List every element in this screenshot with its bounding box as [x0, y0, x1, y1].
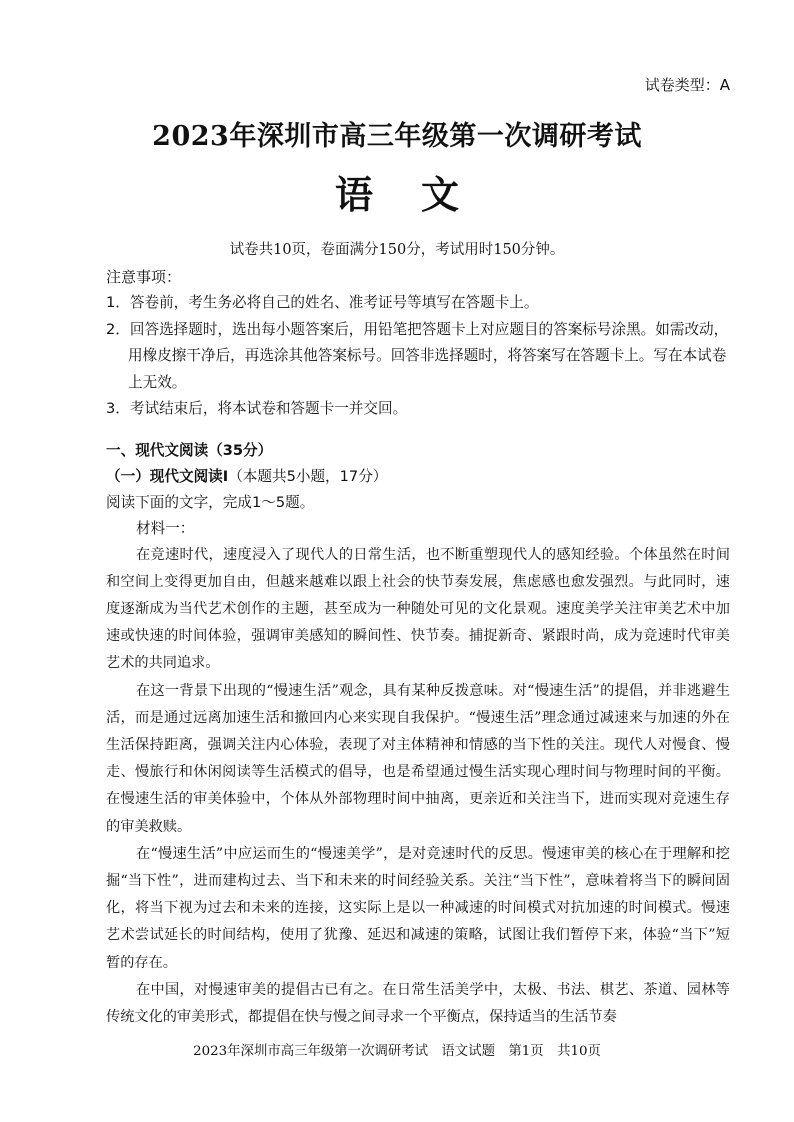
paragraph-4: 在中国，对慢速审美的提倡古已有之。在日常生活美学中，太极、书法、棋艺、茶道、园林等传统文化的审美形式，都提倡在快与慢之间寻求一个平衡点，保持适当的生活节奏 — [106, 981, 730, 1025]
page-footer: 2023年深圳市高三年级第一次调研考试 语文试题 第1页 共10页 — [193, 1044, 601, 1059]
subsection-heading-detail: （本题共5小题，17分） — [228, 467, 388, 485]
notice-item-3: 3．考试结束后，将本试卷和答题卡一并交回。 — [106, 400, 408, 417]
subject-title: 语文 — [334, 172, 507, 217]
paragraph-1: 在竞速时代，速度浸入了现代人的日常生活，也不断重塑现代人的感知经验。个体虽然在时间和空间上变得更加自由，但越来越难以跟上社会的快节奏发展，焦虑感也愈发强烈。与此同时，速度逐渐成为当代艺术创作的主题，甚至成为一种随处可见的文化景观。速度美学关注审美艺术中加速或快速的时间体验，强调审美感知的瞬间性、快节奏。捕捉新奇、紧跟时尚，成为竞速时代审美艺术的共同追求。 — [106, 546, 730, 672]
notices-heading: 注意事项： — [106, 268, 182, 286]
section-heading: 一、现代文阅读（35分） — [106, 441, 273, 459]
exam-title: 2023年深圳市高三年级第一次调研考试 — [152, 121, 642, 152]
material-label: 材料一： — [136, 519, 195, 537]
reading-instruction: 阅读下面的文字，完成1～5题。 — [106, 493, 315, 511]
paragraph-2: 在这一背景下出现的“慢速生活”观念，具有某种反拨意味。对“慢速生活”的提倡，并非逃避生活，而是通过远离加速生活和撤回内心来实现自我保护。“慢速生活”理念通过减速来与加速的外在生活保持距离，强调关注内心体验，表现了对主体精神和情感的当下性的关注。现代人对慢食、慢走、慢旅行和休闲阅读等生活模式的倡导，也是希望通过慢生活实现心理时间与物理时间的平衡。在慢速生活的审美体验中，个体从外部物理时间中抽离，更亲近和关注当下，进而实现对竞速生存的审美救赎。 — [106, 682, 730, 835]
subsection-heading-main: （一）现代文阅读Ⅰ — [106, 467, 229, 485]
notice-item-1: 1．答卷前，考生务必将自己的姓名、准考证号等填写在答题卡上。 — [106, 294, 539, 311]
paragraph-3: 在“慢速生活”中应运而生的“慢速美学”，是对竞速时代的反思。慢速审美的核心在于理解和挖掘“当下性”，进而建构过去、当下和未来的时间经验关系。关注“当下性”，意味着将当下的瞬间固化，将当下视为过去和未来的连接，这实际上是以一种减速的时间模式对抗加速的时间模式。慢速艺术尝试延长的时间结构，使用了犹豫、延迟和减速的策略，试图让我们暂停下来，体验“当下”短暂的存在。 — [106, 845, 730, 971]
exam-info: 试卷共10页，卷面满分150分，考试用时150分钟。 — [229, 242, 565, 258]
subsection-heading — [106, 464, 730, 490]
paper-type-label: 试卷类型：A — [644, 76, 730, 94]
exam-body — [106, 264, 730, 1031]
notice-item-2: 2．回答选择题时，选出每小题答案后，用铅笔把答题卡上对应题目的答案标号涂黑。如需改动，用橡皮擦干净后，再选涂其他答案标号。回答非选择题时，将答案写在答题卡上。写在本试卷上无效。 — [106, 320, 729, 391]
